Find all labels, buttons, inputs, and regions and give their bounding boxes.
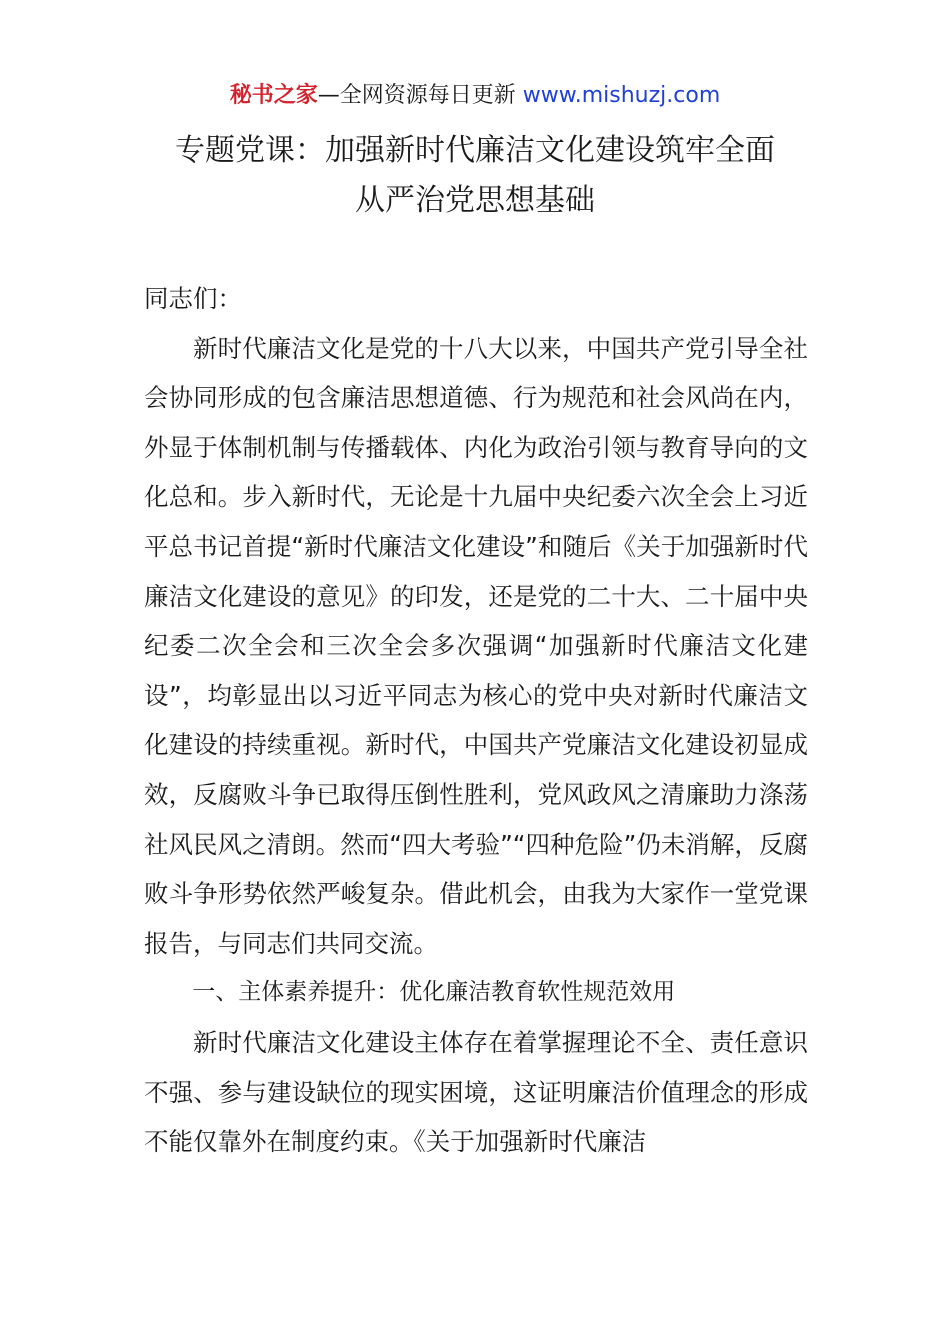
paragraph-section-1: 新时代廉洁文化建设主体存在着掌握理论不全、责任意识不强、参与建设缺位的现实困境，这证明廉洁价值理念的形成不能仅靠外在制度约束。《关于加强新时代廉洁 [144,1027,808,1157]
title-line-2: 从严治党思想基础 [355,183,595,218]
site-header [0,80,950,112]
brand-name: 秘书之家 [229,83,318,108]
section-heading-1: 一、主体素养提升：优化廉洁教育软性规范效用 [192,979,676,1006]
salutation: 同志们： [144,284,242,313]
document-body [144,274,808,1167]
title-line-1: 专题党课：加强新时代廉洁文化建设筑牢全面 [175,133,775,168]
site-url-link[interactable]: www.mishuzj.com [522,83,721,108]
document-title [100,126,850,226]
paragraph-intro: 新时代廉洁文化是党的十八大以来，中国共产党引导全社会协同形成的包含廉洁思想道德、行为规范和社会风尚在内，外显于体制机制与传播载体、内化为政治引领与教育导向的文化总和。步入新时代，无论是十九届中央纪委六次全会上习近平总书记首提“新时代廉洁文化建设”和随后《关于加强新时代廉洁文化建设的意见》的印发，还是党的二十大、二十届中央纪委二次全会和三次全会多次强调“加强新时代廉洁文化建设”，均彰显出以习近平同志为核心的党中央对新时代廉洁文化建设的持续重视。新时代，中国共产党廉洁文化建设初显成效，反腐败斗争已取得压倒性胜利，党风政风之清廉助力涤荡社风民风之清朗。然而“四大考验”“四种危险”仍未消解，反腐败斗争形势依然严峻复杂。借此机会，由我为大家作一堂党课报告，与同志们共同交流。 [144,333,808,958]
site-tagline: —全网资源每日更新 [317,83,516,108]
